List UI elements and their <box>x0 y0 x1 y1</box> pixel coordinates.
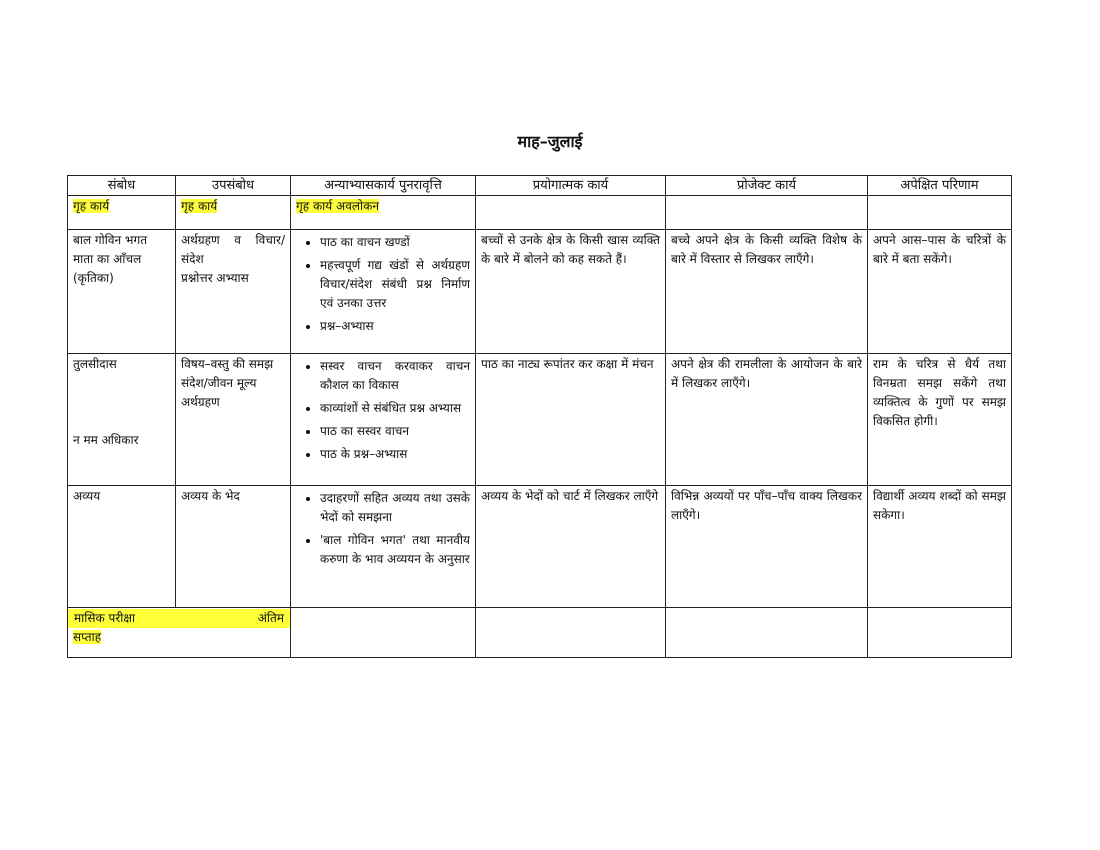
exam-text: अंतिम <box>257 611 284 625</box>
table-cell: अव्यय के भेदों को चार्ट में लिखकर लाएँगे <box>476 486 666 608</box>
header-revision: अन्याभ्यासकार्य पुनरावृत्ति <box>291 176 476 196</box>
page-title: माह–जुलाई <box>517 132 583 151</box>
table-cell <box>476 608 666 658</box>
table-cell: बच्चे अपने क्षेत्र के किसी व्यक्ति विशेष के बारे में विस्तार से लिखकर लाएँगे। <box>666 230 868 354</box>
table-cell <box>68 196 176 230</box>
table-cell <box>68 608 291 658</box>
list-item: • प्रश्न–अभ्यास <box>320 317 470 336</box>
header-row <box>68 176 1012 196</box>
spacer <box>73 412 170 431</box>
table-cell: अपने क्षेत्र की रामलीला के आयोजन के बारे में लिखकर लाएँगे। <box>666 354 868 486</box>
table-cell: बच्चों से उनके क्षेत्र के किसी खास व्यक्ति के बारे में बोलने को कह सकते हैं। <box>476 230 666 354</box>
table-cell <box>476 196 666 230</box>
table-cell <box>666 196 868 230</box>
subconcept-text: संदेश/जीवन मूल्य <box>181 376 257 390</box>
table-cell <box>291 354 476 486</box>
table-cell: अव्यय के भेद <box>176 486 291 608</box>
concept-text: माता का आँचल <box>73 252 142 266</box>
table-cell <box>868 608 1012 658</box>
spacer <box>73 393 170 412</box>
table-cell <box>291 608 476 658</box>
table-cell <box>868 196 1012 230</box>
subconcept-text: अर्थग्रहण व विचार/संदेश <box>181 233 285 266</box>
header-subconcept: उपसंबोध <box>176 176 291 196</box>
table-cell <box>176 196 291 230</box>
table-cell <box>291 230 476 354</box>
bullet-list <box>296 489 470 569</box>
homework-label: गृह कार्य <box>73 199 110 213</box>
subconcept-text: विषय–वस्तु की समझ <box>181 357 274 371</box>
table-cell: अव्यय <box>68 486 176 608</box>
table-row <box>68 230 1012 354</box>
table-cell: पाठ का नाट्य रूपांतर कर कक्षा में मंचन <box>476 354 666 486</box>
list-item: • पाठ का सस्वर वाचन <box>320 422 470 441</box>
homework-label: गृह कार्य <box>181 199 218 213</box>
list-item: • महत्त्वपूर्ण गद्य खंडों से अर्थग्रहण विचार/संदेश संबंधी प्रश्न निर्माण एवं उनका उत्तर <box>320 256 470 313</box>
concept-text: न मम अधिकार <box>73 433 139 447</box>
table-row <box>68 486 1012 608</box>
subconcept-text: अर्थग्रहण <box>181 395 220 409</box>
bullet-list <box>296 357 470 464</box>
bullet-list <box>296 233 470 336</box>
table-row <box>68 354 1012 486</box>
list-item: • उदाहरणों सहित अव्यय तथा उसके भेदों को समझना <box>320 489 470 527</box>
list-item: • सस्वर वाचन करवाकर वाचन कौशल का विकास <box>320 357 470 395</box>
exam-row <box>68 608 1012 658</box>
lesson-plan-table <box>67 175 1012 658</box>
table-cell: विभिन्न अव्ययों पर पाँच–पाँच वाक्य लिखकर लाएँगे। <box>666 486 868 608</box>
list-item: • 'बाल गोविन भगत' तथा मानवीय करुणा के भाव अव्ययन के अनुसार <box>320 531 470 569</box>
homework-review-label: गृह कार्य अवलोकन <box>296 199 380 213</box>
header-practical: प्रयोगात्मक कार्य <box>476 176 666 196</box>
table-cell <box>176 354 291 486</box>
concept-text: तुलसीदास <box>73 357 117 371</box>
monthly-exam-label <box>68 609 290 628</box>
list-item: • पाठ के प्रश्न–अभ्यास <box>320 445 470 464</box>
spacer <box>73 374 170 393</box>
header-concept: संबोध <box>68 176 176 196</box>
homework-row <box>68 196 1012 230</box>
table-cell <box>68 354 176 486</box>
table-cell: राम के चरित्र से धैर्य तथा विनम्रता समझ सकेंगे तथा व्यक्तित्व के गुणों पर समझ विकसित होगी। <box>868 354 1012 486</box>
list-item: • काव्यांशों से संबंधित प्रश्न अभ्यास <box>320 399 470 418</box>
concept-text: बाल गोविन भगत <box>73 233 148 247</box>
table-cell <box>176 230 291 354</box>
table-cell: अपने आस–पास के चरित्रों के बारे में बता सकेंगे। <box>868 230 1012 354</box>
header-outcome: अपेक्षित परिणाम <box>868 176 1012 196</box>
subconcept-text: प्रश्नोत्तर अभ्यास <box>181 271 249 285</box>
table-cell <box>291 196 476 230</box>
exam-text: मासिक परीक्षा <box>74 611 136 625</box>
list-item: • पाठ का वाचन खण्डों <box>320 233 470 252</box>
table-cell <box>666 608 868 658</box>
concept-text: (कृतिका) <box>73 271 114 285</box>
exam-text: सप्ताह <box>73 630 102 644</box>
table-cell <box>291 486 476 608</box>
header-project: प्रोजेक्ट कार्य <box>666 176 868 196</box>
table-cell <box>68 230 176 354</box>
table-cell: विद्यार्थी अव्यय शब्दों को समझ सकेगा। <box>868 486 1012 608</box>
